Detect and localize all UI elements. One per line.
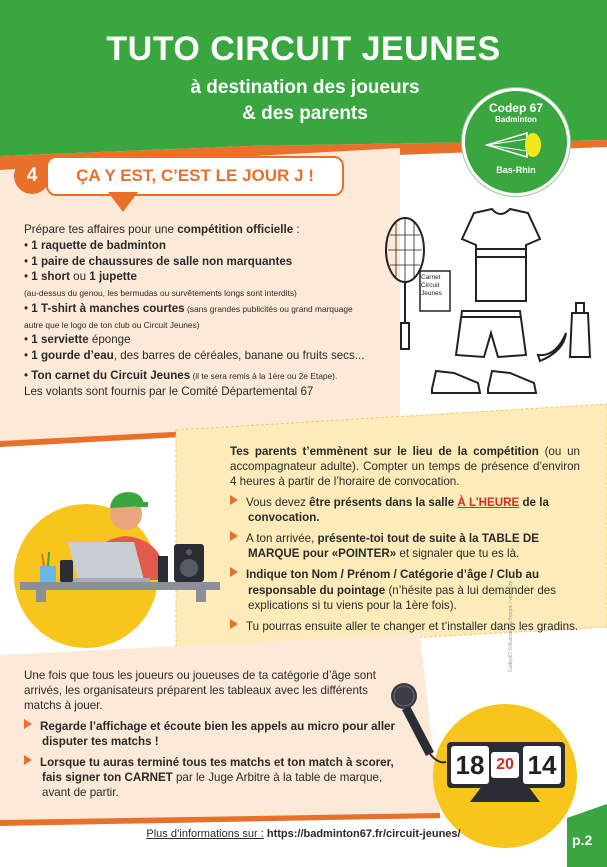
phone-icon: [60, 560, 73, 582]
parents-intro: Tes parents t’emmènent sur le lieu de la compétition (ou un accompagnateur adulte). Compter un temps de présence d’environ 4 heures à partir de l’horaire de convocation.: [230, 445, 580, 489]
logo-line2: Badminton: [495, 115, 537, 124]
arrow-bullet-icon: [24, 719, 32, 729]
section-number-badge: 4: [14, 158, 50, 194]
equipment-illustration: [380, 205, 605, 405]
shuttlecock-icon: [483, 127, 549, 163]
scoreboard-stand: [470, 788, 540, 802]
pencil-cup-icon: [40, 552, 56, 582]
arrow-bullet-icon: [24, 755, 32, 765]
equipment-intro: Prépare tes affaires pour une compétition officielle :: [24, 223, 300, 236]
speech-pointer-icon: [108, 192, 138, 214]
equipment-item: • 1 short ou 1 jupette (au-dessus du genou, les bermudas ou survêtements longs sont interdits): [24, 270, 297, 299]
equipment-item: • 1 paire de chaussures de salle non marquantes: [24, 254, 293, 268]
codep67-logo: [462, 88, 570, 196]
logo-line1: Codep 67: [488, 101, 543, 115]
carnet-label-line: Carnet: [421, 274, 441, 281]
instruction-item: Vous devez être présents dans la salle À L’HEURE de la convocation.: [230, 495, 580, 525]
desk-icon: [20, 582, 220, 590]
score-right: 14: [523, 746, 561, 784]
logo-line3: Bas-Rhin: [496, 165, 536, 175]
section-heading-box: [46, 156, 344, 196]
page-subtitle-line2: & des parents: [242, 103, 368, 124]
instruction-item: Lorsque tu auras terminé tous tes matchs et ton match à scorer, fais signer ton CARNET par le Juge Arbitre à la table de marque, avant de partir.: [24, 755, 396, 800]
instruction-item: Tu pourras ensuite aller te changer et t’installer dans les gradins.: [230, 619, 580, 634]
bottle-icon: [570, 303, 590, 357]
equipment-item: • 1 gourde d’eau, des barres de céréales, banane ou fruits secs...: [24, 349, 365, 363]
equipment-list: [24, 222, 369, 399]
arrow-bullet-icon: [230, 531, 238, 541]
page-number: p.2: [572, 832, 593, 848]
drink-bottle-icon: [158, 556, 168, 582]
shoes-icon: [432, 371, 536, 393]
instruction-item: A ton arrivée, présente-toi tout de suite à la TABLE DE MARQUE pour «POINTER» et signaler que tu es là.: [230, 531, 580, 561]
parents-instructions: [230, 444, 580, 634]
arrow-bullet-icon: [230, 567, 238, 577]
footer-label: Plus d’informations sur :: [146, 828, 264, 840]
equipment-item: • Ton carnet du Circuit Jeunes (il te sera remis à la 1ère ou 2e Etape).: [24, 368, 338, 382]
carnet-label-line: Jeunes: [421, 289, 442, 297]
instruction-item: Regarde l’affichage et écoute bien les appels au micro pour aller disputer tes matchs !: [24, 719, 396, 749]
boy-laptop-illustration: [18, 480, 223, 610]
microphone-icon: [388, 680, 448, 765]
shorts-icon: [456, 311, 526, 357]
arrow-bullet-icon: [230, 619, 238, 629]
page-title: TUTO CIRCUIT JEUNES: [106, 30, 501, 68]
page-subtitle-line1: à destination des joueurs: [190, 77, 420, 98]
instruction-item: Indique ton Nom / Prénom / Catégorie d’âge / Club au responsable du pointage (n’hésite pas à lui demander des explications si tu viens pour la 1ère fois).: [230, 567, 580, 612]
scoreboard: [447, 742, 565, 788]
match-intro: Une fois que tous les joueurs ou joueuses de ta catégorie d’âge sont arrivés, les organisateurs préparent les tableaux avec les différents matchs à jouer.: [24, 669, 376, 713]
banana-icon: [538, 333, 566, 361]
equipment-item: • 1 serviette éponge: [24, 333, 131, 347]
carnet-label-line: Circuit: [421, 281, 440, 289]
tshirt-icon: [462, 209, 540, 301]
score-left: 18: [451, 746, 489, 784]
footer-link[interactable]: https://badminton67.fr/circuit-jeunes/: [266, 828, 461, 840]
equipment-closing: Les volants sont fournis par le Comité Départemental 67: [24, 384, 314, 398]
image-credit: Codep67 ©Illustrations freepik / vecteezy: [508, 581, 514, 672]
match-instructions: [24, 668, 396, 801]
footer: [0, 828, 607, 840]
section-heading: ÇA Y EST, C’EST LE JOUR J !: [76, 166, 314, 185]
racket-icon: [386, 218, 424, 349]
score-sets: 20: [491, 752, 519, 778]
arrow-bullet-icon: [230, 495, 238, 505]
equipment-item: • 1 T-shirt à manches courtes (sans grandes publicités ou grand marquage autre que le logo de ton club ou Circuit Jeunes): [24, 301, 353, 330]
equipment-item: • 1 raquette de badminton: [24, 238, 166, 252]
speaker-icon: [174, 544, 204, 582]
